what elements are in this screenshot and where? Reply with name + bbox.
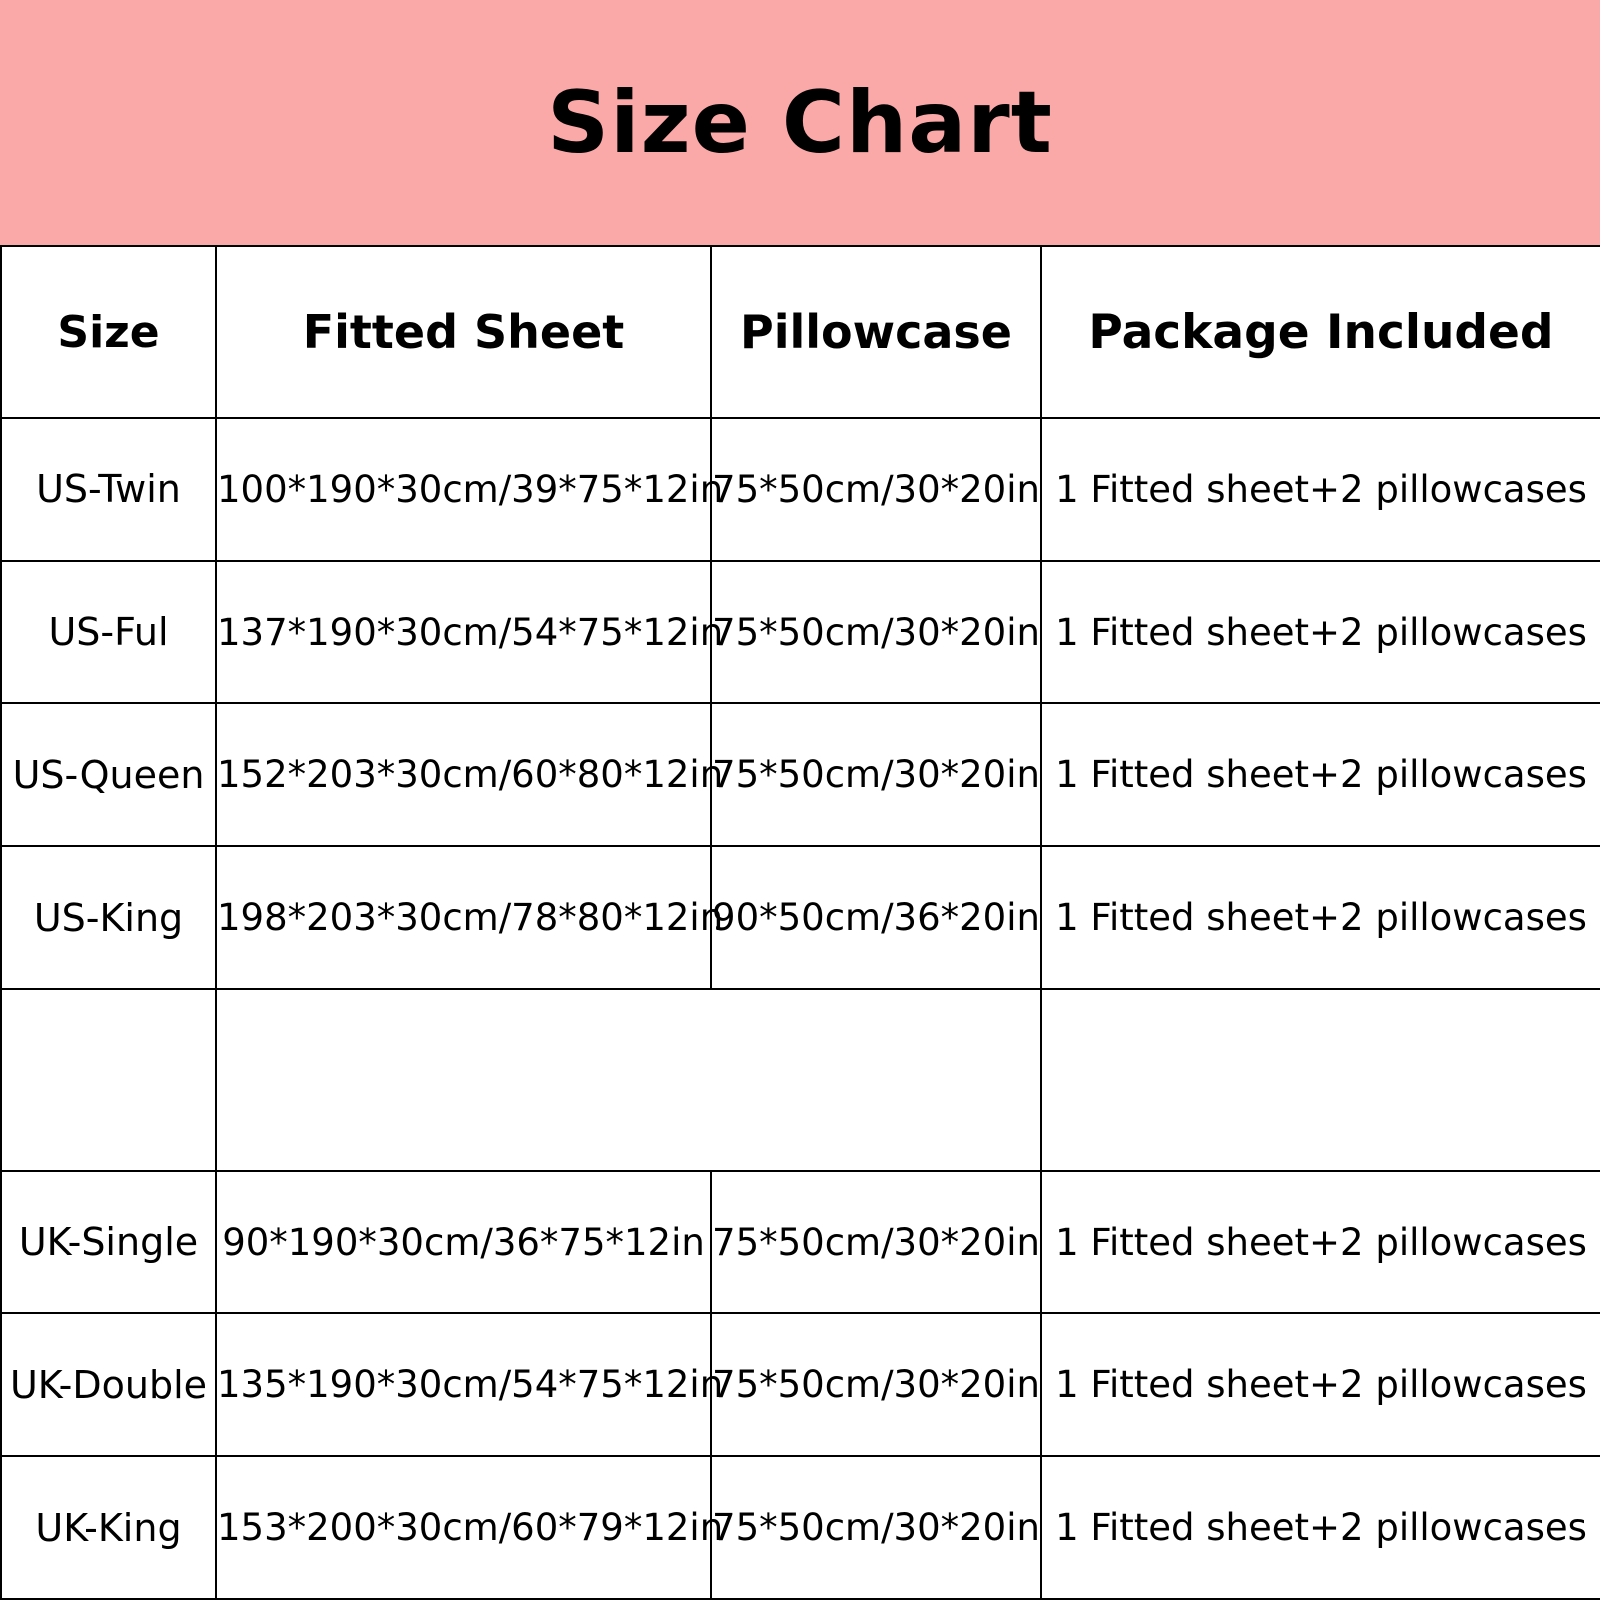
column-header-package-included: Package Included <box>1041 246 1600 418</box>
table-row <box>1 703 1600 846</box>
cell-package: 1 Fitted sheet+2 pillowcases <box>1041 703 1600 846</box>
cell-pillowcase: 75*50cm/30*20in <box>711 1456 1041 1599</box>
cell-pillowcase: 75*50cm/30*20in <box>711 703 1041 846</box>
cell-size: US-Ful <box>1 561 216 704</box>
chart-title-bar <box>0 0 1600 245</box>
page-title: Size Chart <box>547 72 1053 173</box>
cell-pillowcase: 75*50cm/30*20in <box>711 561 1041 704</box>
table-spacer-row <box>1 989 1600 1171</box>
cell-fitted-sheet: 153*200*30cm/60*79*12in <box>216 1456 711 1599</box>
cell-fitted-sheet: 90*190*30cm/36*75*12in <box>216 1171 711 1314</box>
cell-package: 1 Fitted sheet+2 pillowcases <box>1041 1313 1600 1456</box>
table-row <box>1 418 1600 561</box>
cell-pillowcase: 75*50cm/30*20in <box>711 1313 1041 1456</box>
column-header-pillowcase: Pillowcase <box>711 246 1041 418</box>
table-row <box>1 1313 1600 1456</box>
cell-size: UK-King <box>1 1456 216 1599</box>
table-body <box>1 418 1600 1599</box>
cell-fitted-sheet: 152*203*30cm/60*80*12in <box>216 703 711 846</box>
cell-pillowcase: 90*50cm/36*20in <box>711 846 1041 989</box>
cell-size <box>1 989 216 1171</box>
size-chart-table <box>0 245 1600 1600</box>
cell-size: US-Twin <box>1 418 216 561</box>
table-row <box>1 1171 1600 1314</box>
table-row <box>1 1456 1600 1599</box>
cell-fitted-sheet: 137*190*30cm/54*75*12in <box>216 561 711 704</box>
table-row <box>1 561 1600 704</box>
cell-fitted-sheet <box>216 989 711 1171</box>
cell-package <box>1041 989 1600 1171</box>
cell-size: US-Queen <box>1 703 216 846</box>
cell-fitted-sheet: 100*190*30cm/39*75*12in <box>216 418 711 561</box>
table-row <box>1 846 1600 989</box>
cell-package: 1 Fitted sheet+2 pillowcases <box>1041 561 1600 704</box>
cell-package: 1 Fitted sheet+2 pillowcases <box>1041 846 1600 989</box>
cell-pillowcase <box>711 989 1041 1171</box>
cell-package: 1 Fitted sheet+2 pillowcases <box>1041 1456 1600 1599</box>
cell-pillowcase: 75*50cm/30*20in <box>711 1171 1041 1314</box>
cell-size: UK-Double <box>1 1313 216 1456</box>
table-header <box>1 246 1600 418</box>
column-header-fitted-sheet: Fitted Sheet <box>216 246 711 418</box>
cell-size: UK-Single <box>1 1171 216 1314</box>
cell-package: 1 Fitted sheet+2 pillowcases <box>1041 418 1600 561</box>
cell-package: 1 Fitted sheet+2 pillowcases <box>1041 1171 1600 1314</box>
column-header-size: Size <box>1 246 216 418</box>
table-header-row <box>1 246 1600 418</box>
cell-fitted-sheet: 135*190*30cm/54*75*12in <box>216 1313 711 1456</box>
cell-size: US-King <box>1 846 216 989</box>
cell-fitted-sheet: 198*203*30cm/78*80*12in <box>216 846 711 989</box>
cell-pillowcase: 75*50cm/30*20in <box>711 418 1041 561</box>
